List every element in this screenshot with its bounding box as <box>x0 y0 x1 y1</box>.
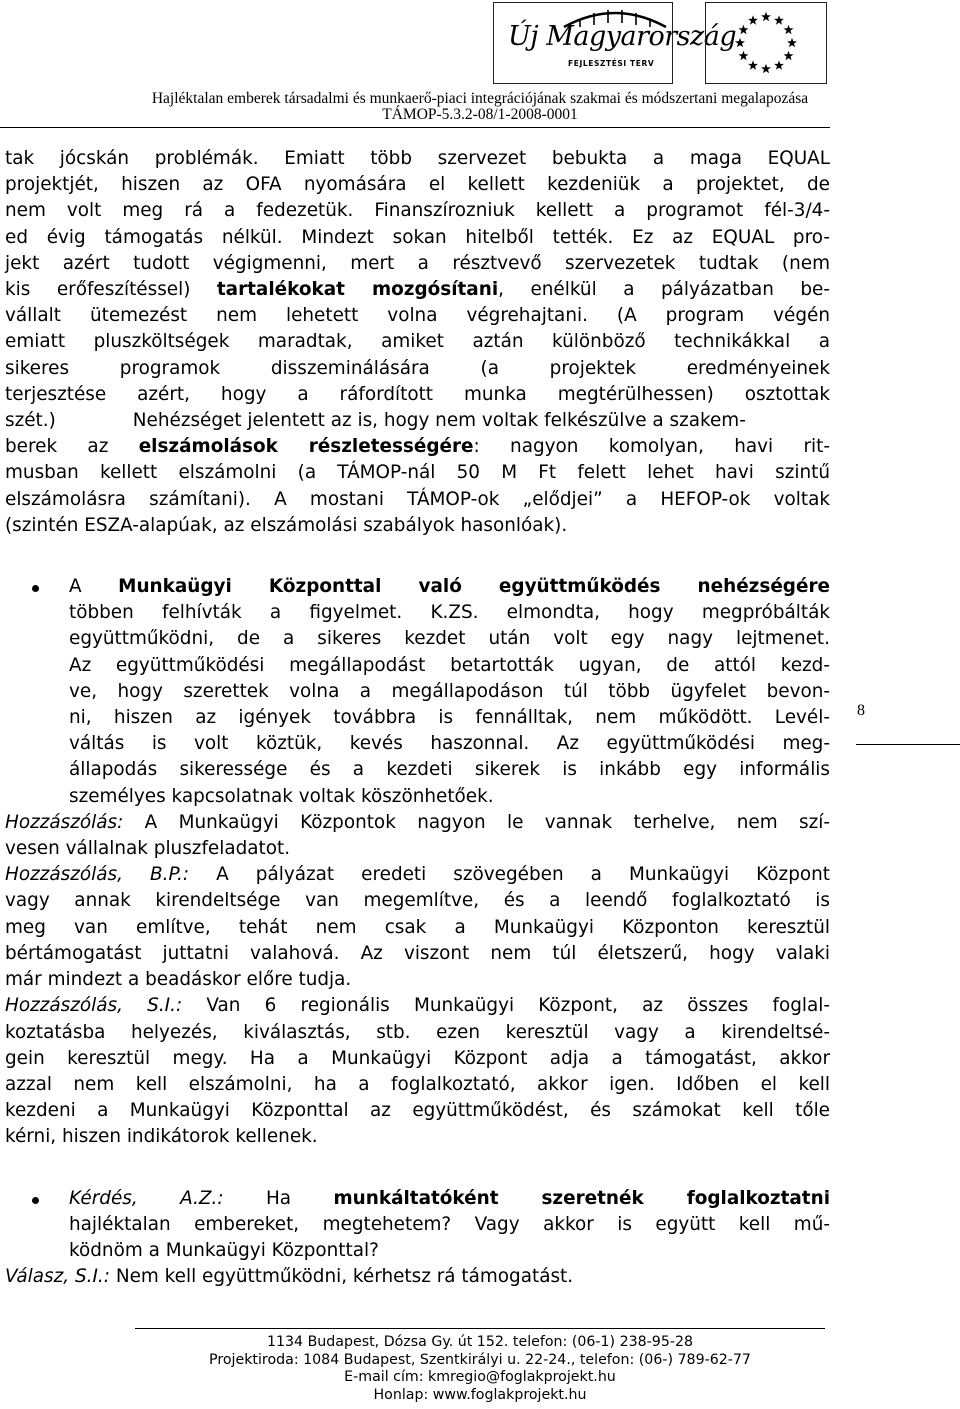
logo-subtitle: FEJLESZTÉSI TERV <box>568 59 655 68</box>
uj-magyarorszag-logo <box>493 2 737 84</box>
eu-star-icon <box>739 51 749 60</box>
eu-star-icon <box>748 15 758 24</box>
eu-flag-icon <box>705 2 827 84</box>
text-line <box>5 862 830 888</box>
eu-star-icon <box>787 38 797 47</box>
footer-divider <box>135 1328 825 1329</box>
text-line: sikeres programok disszeminálására (a projektek eredményeinek <box>5 357 830 379</box>
footer-website: Honlap: www.foglakprojekt.hu <box>373 1386 587 1403</box>
text-line: személyes kapcsolatnak voltak köszönhetőek. <box>69 785 494 807</box>
eu-stars-graphic <box>706 3 826 83</box>
eu-star-icon <box>784 51 794 60</box>
emphasis-reserves: tartalékokat mozgósítani <box>216 279 499 301</box>
text-line <box>5 1264 830 1290</box>
eu-star-icon <box>761 64 771 73</box>
text-line: kezdeni a Munkaügyi Központtal az együttműködést, és számokat kell tőle <box>5 1100 830 1122</box>
text-run: Nem kell együttműködni, kérhetsz rá támogatást. <box>109 1266 574 1288</box>
text-line: azzal nem kell elszámolni, ha a foglalkoztató, akkor igen. Időben el kell <box>5 1073 830 1095</box>
footer-address: 1134 Budapest, Dózsa Gy. út 152. telefon: (06-1) 238-95-28 <box>266 1334 694 1350</box>
page-number-rule <box>856 744 960 745</box>
text-line: elszámolásra számítani). A mostani TÁMOP-ok „elődjei” a HEFOP-ok voltak <box>5 488 830 510</box>
text-line <box>5 408 830 434</box>
text-line <box>5 434 830 460</box>
text-run: , enélkül a pályázatban be- <box>498 279 830 301</box>
text-line: már mindezt a beadáskor előre tudja. <box>5 969 352 991</box>
text-line: meg van említve, tehát nem csak a Munkaügyi Központon keresztül <box>5 916 830 938</box>
text-run: szét.) <box>5 410 56 432</box>
comment-label: Hozzászólás: <box>5 811 124 833</box>
header-divider <box>0 127 830 128</box>
bullet-list-1 <box>5 574 830 810</box>
eu-star-icon <box>735 38 745 47</box>
text-run: Nehézséget jelentett az is, hogy nem voltak felkészülve a szakem- <box>132 410 746 432</box>
text-line <box>5 277 830 303</box>
text-line: ni, hiszen az igények továbbra is fennálltak, nem működött. Levél- <box>69 707 830 729</box>
text-line <box>5 993 830 1019</box>
list-item <box>5 1186 830 1265</box>
text-run: A pályázat eredeti szövegében a Munkaügyi Központ <box>189 864 831 886</box>
bullet-icon <box>32 585 39 592</box>
text-run: Ha <box>223 1187 334 1209</box>
header-logos <box>493 2 833 88</box>
answer-label: Válasz, S.I.: <box>5 1266 110 1288</box>
emphasis-accounting: elszámolások részletességére <box>138 436 474 458</box>
page-content <box>5 146 830 1290</box>
comment-3 <box>5 993 830 1150</box>
bullet-icon <box>32 1197 39 1204</box>
page-number: 8 <box>857 702 865 719</box>
text-run: Van 6 regionális Munkaügyi Központ, az összes foglal- <box>182 995 830 1017</box>
text-line: terjesztése azért, hogy a ráfordított munka megtérülhessen) osztottak <box>5 383 830 405</box>
text-line: állapodás sikeressége és a kezdeti sikerek is inkább egy informális <box>69 759 830 781</box>
text-line: vagy annak kirendeltsége van megemlítve, és a leendő foglalkoztató is <box>5 890 830 912</box>
text-line: együttműködni, de a sikeres kezdet után volt egy nagy lejtmenet. <box>69 628 830 650</box>
eu-star-icon <box>774 60 784 69</box>
text-line <box>5 810 830 836</box>
footer-email: E-mail cím: kmregio@foglakprojekt.hu <box>344 1369 616 1385</box>
text-line: (szintén ESZA-alapúak, az elszámolási szabályok hasonlóak). <box>5 514 568 536</box>
eu-star-icon <box>761 12 771 21</box>
logo-wordmark: Új Magyarország <box>508 21 737 52</box>
comment-label: Hozzászólás, B.P.: <box>5 864 190 886</box>
eu-star-icon <box>774 15 784 24</box>
text-line: ed évig támogatás nélkül. Mindezt sokan hitelből tették. Ez az EQUAL pro- <box>5 226 830 248</box>
emphasis-employer: munkáltatóként szeretnék foglalkoztatni <box>333 1187 830 1209</box>
text-line <box>69 1186 830 1212</box>
project-code: TÁMOP-5.3.2-08/1-2008-0001 <box>382 106 578 123</box>
footer-office: Projektiroda: 1084 Budapest, Szentkirályi u. 22-24., telefon: (06-) 789-62-77 <box>209 1351 751 1368</box>
text-run: : nagyon komolyan, havi rit- <box>473 436 830 458</box>
text-line: jekt azért tudott végigmenni, mert a résztvevő szervezetek tudtak (nem <box>5 252 830 274</box>
text-line: hajléktalan embereket, megtehetem? Vagy akkor is együtt kell mű- <box>69 1213 830 1235</box>
text-line: gein keresztül megy. Ha a Munkaügyi Központ adja a támogatást, akkor <box>5 1047 830 1069</box>
text-line: bértámogatást juttatni valahová. Az viszont nem túl életszerű, hogy valaki <box>5 942 830 964</box>
comment-label: Hozzászólás, S.I.: <box>5 995 183 1017</box>
comment-2 <box>5 862 830 993</box>
emphasis-cooperation: Munkaügyi Központtal való együttműködés nehézségére <box>118 576 830 598</box>
text-line: nem volt meg rá a fedezetük. Finanszírozniuk kellett a programot fél-3/4- <box>5 200 830 222</box>
eu-star-icon <box>739 25 749 34</box>
bullet-list-2 <box>5 1186 830 1265</box>
text-line: vállalt ütemezést nem lehetett volna végrehajtani. (A program végén <box>5 305 830 327</box>
question-label: Kérdés, A.Z.: <box>69 1187 224 1209</box>
text-line: ve, hogy szerettek volna a megállapodáson túl több ügyfelet bevon- <box>69 680 830 702</box>
comment-1 <box>5 810 830 862</box>
project-title: Hajléktalan emberek társadalmi és munkaerő-piaci integrációjának szakmai és módszertani megalapozása <box>151 90 809 107</box>
text-line: váltás is volt köztük, kevés haszonnal. Az együttműködési meg- <box>69 733 830 755</box>
text-run: A Munkaügyi Központok nagyon le vannak terhelve, nem szí- <box>123 811 830 833</box>
answer <box>5 1264 830 1290</box>
footer <box>0 1334 960 1404</box>
text-line: vesen vállalnak pluszfeladatot. <box>5 838 291 860</box>
text-line: musban kellett elszámolni (a TÁMOP-nál 50 M Ft felett lehet havi szintű <box>5 462 830 484</box>
text-line: tak jócskán problémák. Emiatt több szervezet bebukta a maga EQUAL <box>5 148 830 169</box>
text-line: Az együttműködési megállapodást betartották ugyan, de attól kezd- <box>69 654 830 676</box>
text-line: többen felhívták a figyelmet. K.ZS. elmondta, hogy megpróbálták <box>69 602 830 624</box>
text-line <box>69 574 830 600</box>
text-run: kis erőfeszítéssel) <box>5 279 217 301</box>
text-line: koztatásba helyezés, kiválasztás, stb. ezen keresztül vagy a kirendeltsé- <box>5 1021 830 1043</box>
text-line: projektjét, hiszen az OFA nyomására el kellett kezdeniük a projektet, de <box>5 174 830 196</box>
text-run: berek az <box>5 436 139 458</box>
paragraph-1 <box>5 146 830 539</box>
text-run: A <box>69 576 119 598</box>
eu-star-icon <box>784 25 794 34</box>
eu-star-icon <box>748 60 758 69</box>
list-item <box>5 574 830 810</box>
text-line: ködnöm a Munkaügyi Központtal? <box>69 1239 379 1261</box>
text-line: emiatt pluszköltségek maradtak, amiket aztán különböző technikákkal a <box>5 331 830 353</box>
text-line: kérni, hiszen indikátorok kellenek. <box>5 1126 318 1148</box>
